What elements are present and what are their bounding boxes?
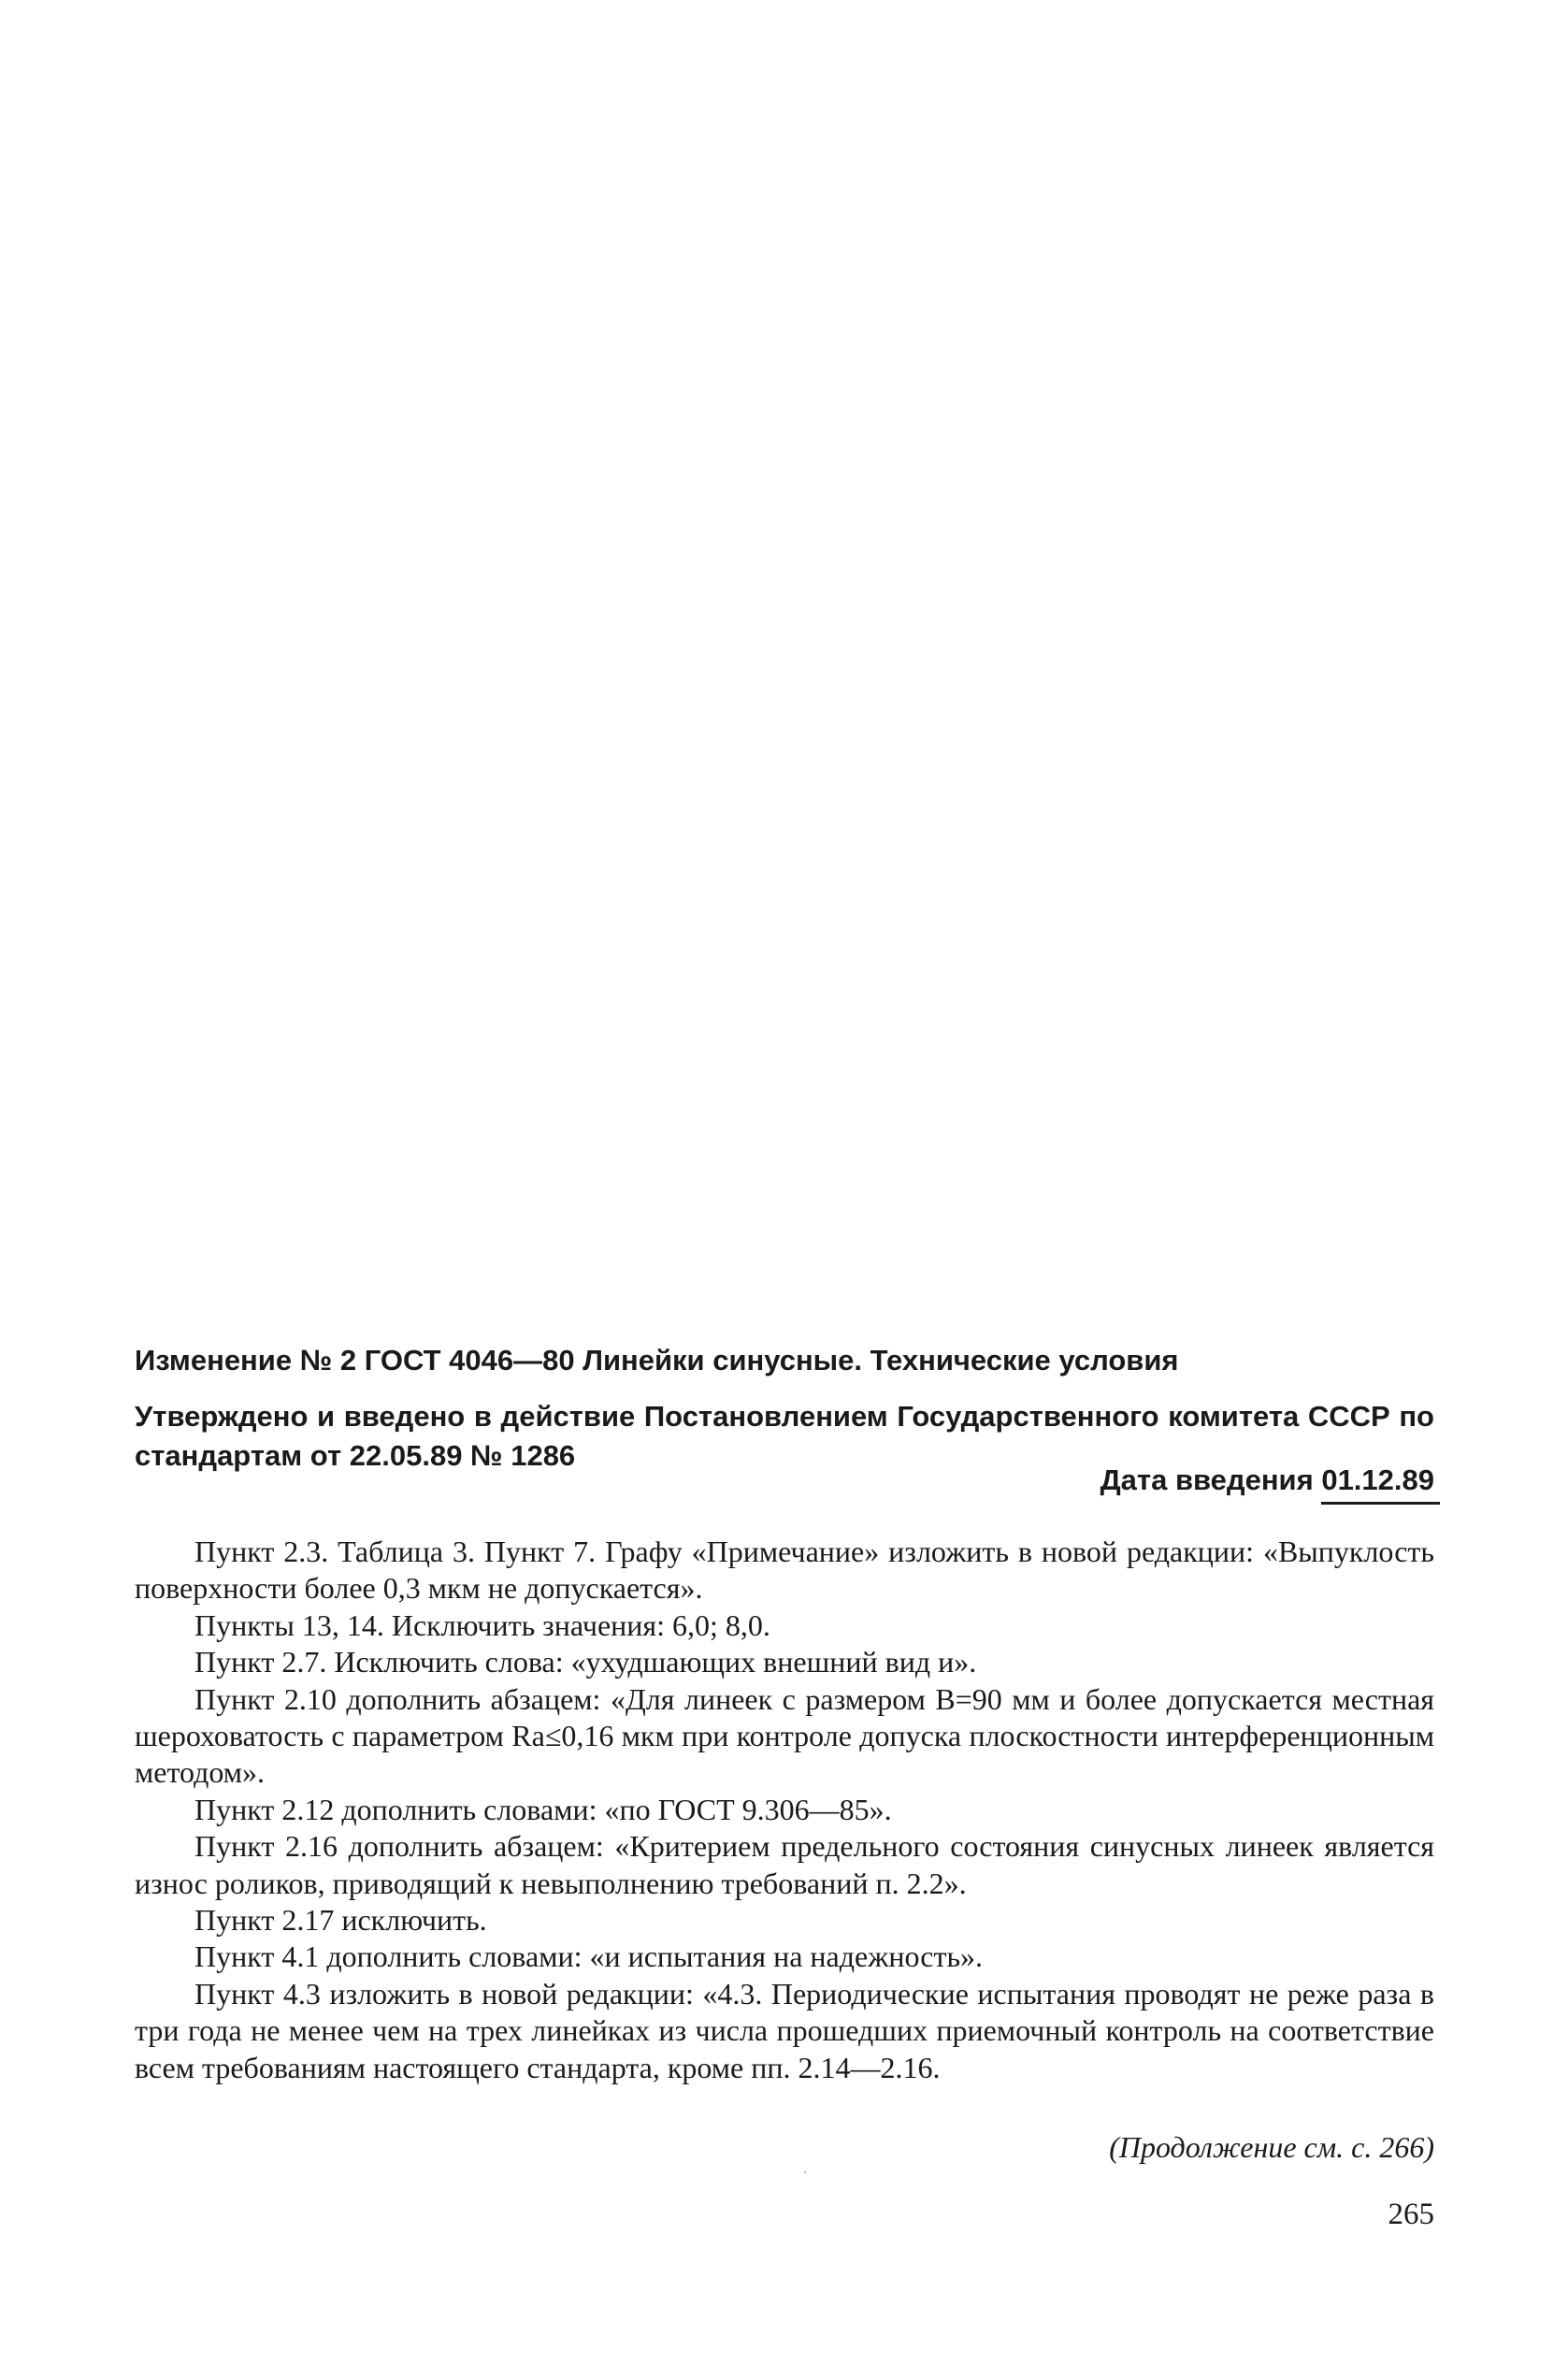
scan-speck (804, 2171, 806, 2173)
date-underline (1321, 1502, 1440, 1505)
amendment-paragraph: Пункт 4.3 изложить в новой редакции: «4.3. Периодические испытания проводят не реже раза в три года не менее чем на трех линейках из числа прошедших приемочный контроль на соответствие всем требованиям настоящего стандарта, кроме пп. 2.14—2.16. (135, 1976, 1434, 2084)
introduction-date-value (1321, 1463, 1434, 1497)
introduction-date-label: Дата введения (1100, 1463, 1314, 1496)
amendment-paragraph: Пункт 2.16 дополнить абзацем: «Критерием предельного состояния синусных линеек является износ роликов, приводящий к невыполнению требований п. 2.2». (135, 1829, 1434, 1900)
continuation-note: (Продолжение см. с. 266) (1109, 2130, 1434, 2164)
amendment-paragraph: Пункты 13, 14. Исключить значения: 6,0; 8,0. (194, 1607, 770, 1642)
page-number: 265 (1388, 2198, 1434, 2231)
change-heading: Изменение № 2 ГОСТ 4046—80 Линейки синусные. Технические условия (135, 1344, 1179, 1377)
approval-statement: Утверждено и введено в действие Постановлением Государственного комитета СССР по стандартам от 22.05.89 № 1286 (135, 1400, 1434, 1472)
amendment-paragraph: Пункт 2.12 дополнить словами: «по ГОСТ 9.306—85». (194, 1792, 892, 1826)
amendment-paragraph: Пункт 2.3. Таблица 3. Пункт 7. Графу «Примечание» изложить в новой редакции: «Выпуклость поверхности более 0,3 мкм не допускается». (135, 1535, 1434, 1606)
amendment-paragraph: Пункт 2.7. Исключить слова: «ухудшающих внешний вид и». (194, 1645, 977, 1679)
amendment-body (135, 1534, 1434, 2086)
introduction-date: 01.12.89 (1321, 1463, 1434, 1496)
amendment-paragraph: Пункт 2.10 дополнить абзацем: «Для линеек с размером B=90 мм и более допускается местная шероховатость с параметром Ra≤0,16 мкм при контроле допуска плоскостности интерференционным методом». (135, 1681, 1434, 1790)
amendment-paragraph: Пункт 2.17 исключить. (194, 1903, 487, 1938)
introduction-date-line (1100, 1463, 1434, 1497)
amendment-paragraph: Пункт 4.1 дополнить словами: «и испытания на надежность». (194, 1939, 984, 1974)
